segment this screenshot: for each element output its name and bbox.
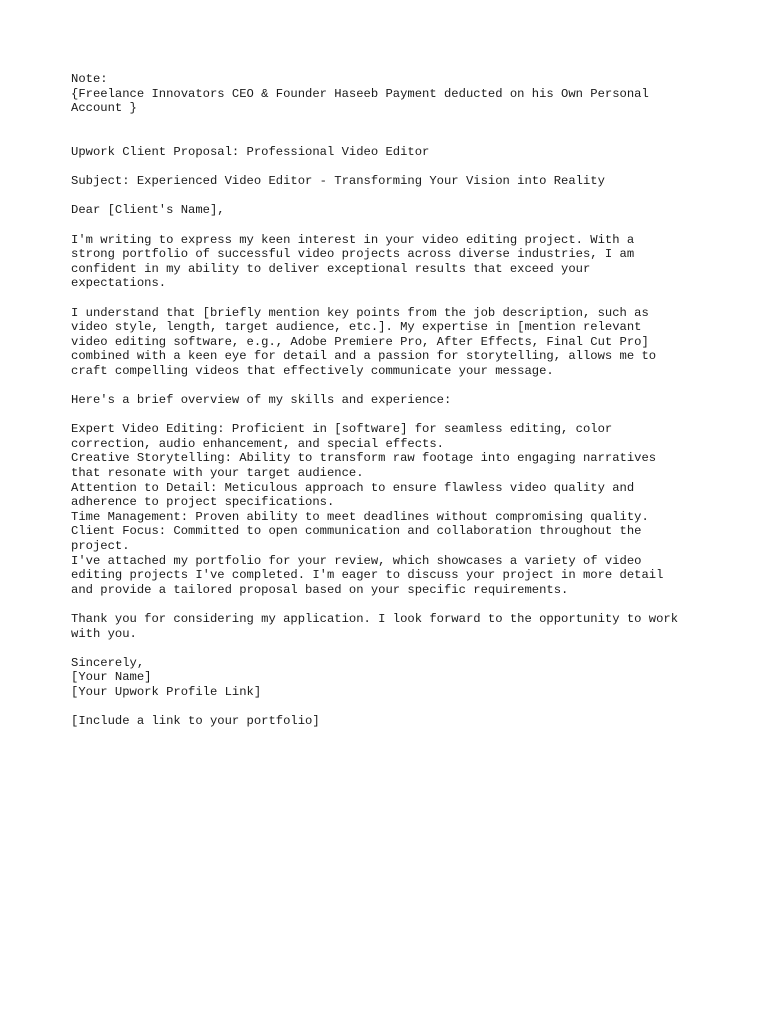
skills-line: Attention to Detail: Meticulous approach to ensure flawless video quality and [71, 480, 635, 495]
subject-line: Subject: Experienced Video Editor - Transforming Your Vision into Reality [71, 174, 605, 189]
skills-line: Creative Storytelling: Ability to transform raw footage into engaging narratives [71, 451, 657, 466]
thanks-paragraph [71, 612, 711, 641]
thanks-line: Thank you for considering my application. I look forward to the opportunity to work [71, 611, 679, 626]
skills-line: that resonate with your target audience. [71, 466, 364, 481]
note-label: Note: [71, 72, 108, 86]
paragraph-line: I'm writing to express my keen interest in your video editing project. With a [71, 232, 635, 247]
paragraph-line: expectations. [71, 276, 167, 291]
proposal-title: Upwork Client Proposal: Professional Video Editor [71, 144, 430, 159]
paragraph-intro [71, 233, 711, 291]
note-section [71, 72, 711, 116]
paragraph-line: I understand that [briefly mention key points from the job description, such as [71, 305, 649, 320]
signer-name: [Your Name] [71, 670, 152, 685]
skills-line: correction, audio enhancement, and special effects. [71, 436, 444, 451]
document-page [71, 72, 711, 729]
paragraph-line: confident in my ability to deliver exceptional results that exceed your [71, 261, 591, 276]
note-line: {Freelance Innovators CEO & Founder Haseeb Payment deducted on his Own Personal [71, 86, 649, 101]
skills-list [71, 422, 711, 597]
paragraph-line: craft compelling videos that effectively communicate your message. [71, 363, 554, 378]
skills-line: adherence to project specifications. [71, 495, 335, 510]
paragraph-line: video editing software, e.g., Adobe Premiere Pro, After Effects, Final Cut Pro] [71, 334, 649, 349]
overview-intro: Here's a brief overview of my skills and experience: [71, 393, 452, 408]
paragraph-line: strong portfolio of successful video projects across diverse industries, I am [71, 247, 635, 262]
note-line: Account } [71, 101, 137, 116]
closing-block [71, 656, 711, 700]
skills-line: editing projects I've completed. I'm eager to discuss your project in more detail [71, 568, 664, 583]
paragraph-line: video style, length, target audience, etc.]. My expertise in [mention relevant [71, 320, 642, 335]
salutation: Dear [Client's Name], [71, 203, 225, 218]
skills-line: project. [71, 539, 130, 553]
skills-line: Expert Video Editing: Proficient in [software] for seamless editing, color [71, 422, 613, 437]
skills-line: Client Focus: Committed to open communication and collaboration throughout the [71, 524, 642, 539]
skills-line: and provide a tailored proposal based on your specific requirements. [71, 582, 569, 597]
profile-link-placeholder: [Your Upwork Profile Link] [71, 684, 262, 699]
portfolio-note: [Include a link to your portfolio] [71, 714, 320, 729]
paragraph-expertise [71, 306, 711, 379]
signoff: Sincerely, [71, 655, 145, 670]
skills-line: Time Management: Proven ability to meet deadlines without compromising quality. [71, 509, 649, 524]
thanks-line: with you. [71, 626, 137, 641]
paragraph-line: combined with a keen eye for detail and a passion for storytelling, allows me to [71, 349, 657, 364]
skills-line: I've attached my portfolio for your review, which showcases a variety of video [71, 553, 642, 568]
